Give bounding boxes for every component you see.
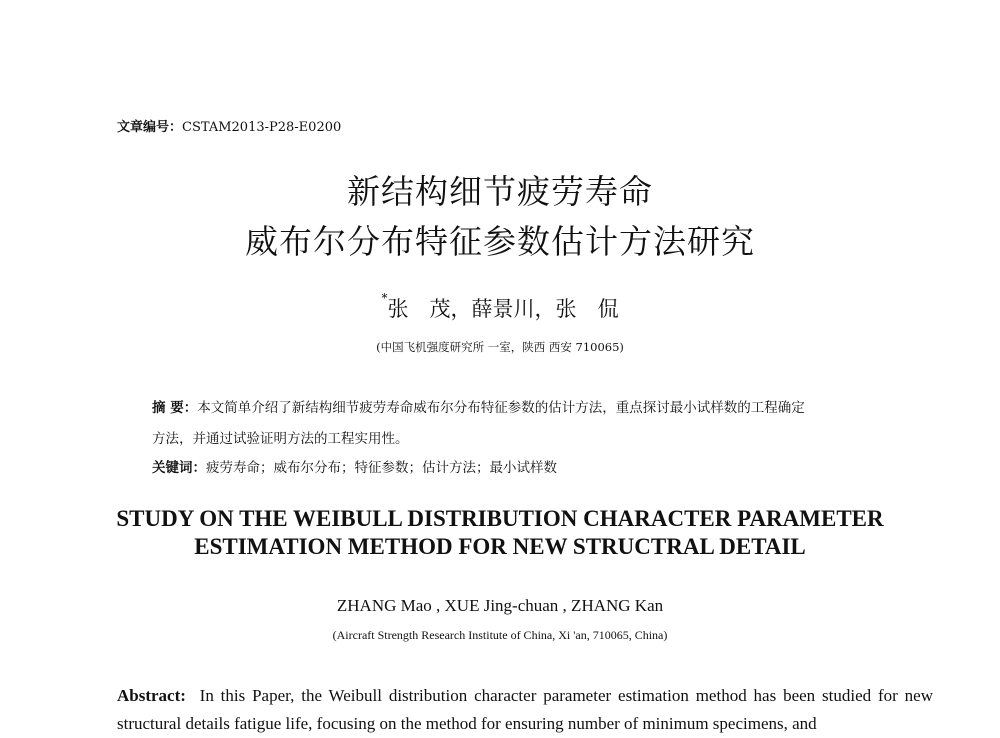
chinese-abstract-line-1 (152, 396, 912, 416)
english-affiliation: (Aircraft Strength Research Institute of China, Xi 'an, 710065, China) (332, 628, 668, 642)
chinese-affiliation: (中国飞机强度研究所 一室，陕西 西安 710065) (376, 340, 624, 354)
chinese-authors (0, 293, 1000, 323)
chinese-abstract-line-2: 方法，并通过试验证明方法的工程实用性。 (152, 431, 409, 447)
article-number-value: CSTAM2013-P28-E0200 (182, 120, 342, 135)
corresponding-author-mark: * (381, 291, 388, 305)
chinese-title-line-1: 新结构细节疲劳寿命 (347, 172, 653, 211)
chinese-keywords (152, 456, 557, 476)
chinese-abstract-label: 摘 要： (152, 400, 198, 416)
chinese-abstract-text-1: 本文简单介绍了新结构细节疲劳寿命威布尔分布特征参数的估计方法，重点探讨最小试样数的工程确定 (197, 400, 805, 416)
english-abstract-label: Abstract: (117, 686, 186, 705)
english-title-line-2: ESTIMATION METHOD FOR NEW STRUCTRAL DETAIL (194, 534, 806, 559)
english-abstract (117, 682, 933, 738)
article-number (117, 116, 341, 135)
chinese-title-line-2: 威布尔分布特征参数估计方法研究 (245, 222, 755, 261)
chinese-keywords-label: 关键词： (152, 460, 206, 476)
chinese-keywords-text: 疲劳寿命；威布尔分布；特征参数；估计方法；最小试样数 (206, 460, 557, 476)
english-title-line-1: STUDY ON THE WEIBULL DISTRIBUTION CHARACTER PARAMETER (116, 506, 884, 531)
article-number-label: 文章编号： (117, 120, 183, 135)
chinese-author-names: 张 茂，薛景川，张 侃 (387, 297, 619, 321)
english-authors: ZHANG Mao , XUE Jing-chuan , ZHANG Kan (336, 596, 664, 615)
english-abstract-text: In this Paper, the Weibull distribution character parameter estimation method has been studied for new structural details fatigue life, focusing on the method for ensuring number of minimum specimens, and (117, 686, 934, 733)
